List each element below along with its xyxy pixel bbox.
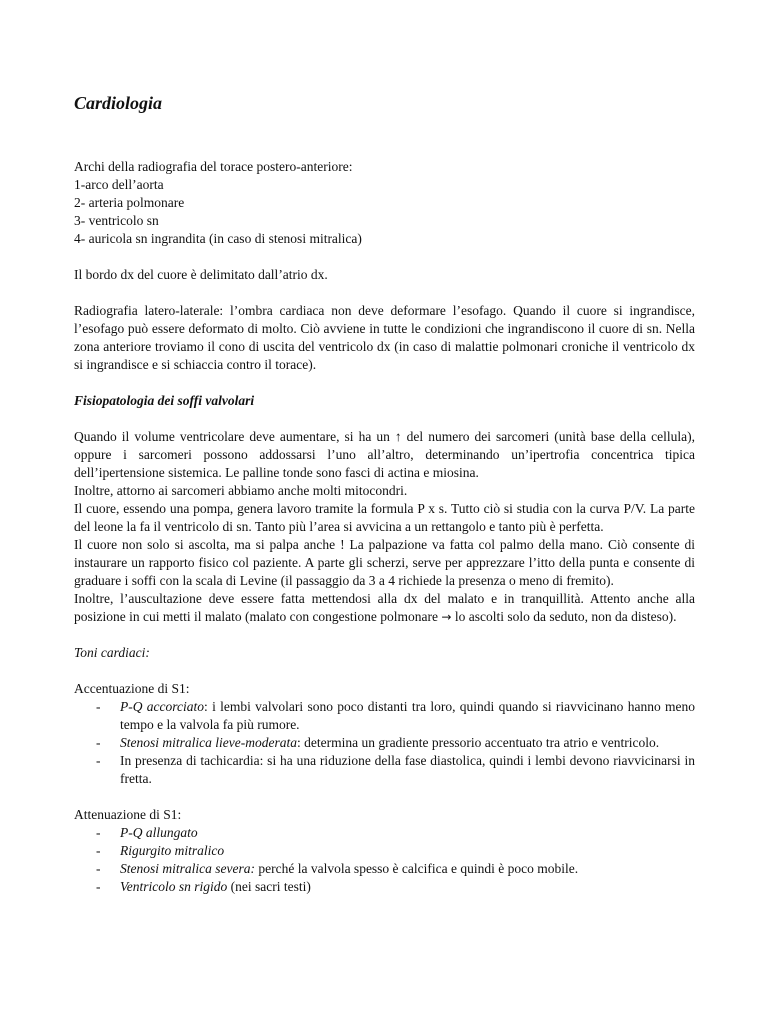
physio-paragraph — [74, 590, 695, 626]
accentuazione-list — [74, 698, 695, 788]
toni-heading: Toni cardiaci: — [74, 645, 150, 660]
list-item-term: Ventricolo sn rigido — [120, 879, 228, 894]
list-item-term: P-Q accorciato — [120, 699, 205, 714]
list-item-text: (nei sacri testi) — [227, 879, 311, 894]
physio-text: lo ascolti solo da seduto, non da disteso). — [451, 609, 677, 624]
physio-paragraph — [74, 428, 695, 482]
border-paragraph: Il bordo dx del cuore è delimitato dall’atrio dx. — [74, 267, 328, 282]
list-item-text: perché la valvola spesso è calcifica e quindi è poco mobile. — [254, 861, 579, 876]
list-item — [74, 734, 695, 752]
list-item — [74, 752, 695, 788]
dash-bullet: - — [96, 753, 101, 768]
attenuazione-heading: Attenuazione di S1: — [74, 807, 182, 822]
list-item — [74, 878, 695, 896]
lateral-paragraph: Radiografia latero-laterale: l’ombra cardiaca non deve deformare l’esofago. Quando il cuore si ingrandisce, l’esofago può essere deformato di molto. Ciò avviene in tutte le condizioni che ingrandiscono il cuore di sn. Nella zona anteriore troviamo il cono di uscita del ventricolo dx (in caso di malattie polmonari croniche il ventricolo dx si ingrandisce e si schiaccia contro il torace). — [74, 303, 695, 372]
dash-bullet: - — [96, 735, 101, 750]
right-arrow-icon: → — [441, 610, 452, 624]
list-item-text: : determina un gradiente pressorio accentuato tra atrio e ventricolo. — [296, 735, 660, 750]
dash-bullet: - — [96, 843, 101, 858]
physio-text: Inoltre, l’auscultazione deve essere fatta mettendosi alla dx del malato e in tranquillità. Attento anche alla posizione in cui metti il malato (malato con congestione polmonare — [74, 591, 695, 624]
list-item-term: P-Q allungato — [120, 825, 198, 840]
physio-paragraph: Il cuore, essendo una pompa, genera lavoro tramite la formula P x s. Tutto ciò si studia con la curva P/V. La parte del leone la fa il ventricolo di sn. Tanto più l’area si avvicina a un rettangolo e tanto più è perfetta. — [74, 501, 695, 534]
physio-paragraph: Inoltre, attorno ai sarcomeri abbiamo anche molti mitocondri. — [74, 483, 408, 498]
list-item-term: Stenosi mitralica severa: — [120, 861, 255, 876]
physio-text: Quando il volume ventricolare deve aumentare, si ha un — [74, 429, 395, 444]
arch-item: 2- arteria polmonare — [74, 195, 185, 210]
list-item-text: In presenza di tachicardia: si ha una riduzione della fase diastolica, quindi i lembi devono riavvicinarsi in fretta. — [120, 753, 695, 786]
list-item — [74, 824, 695, 842]
list-item — [74, 860, 695, 878]
list-item — [74, 842, 695, 860]
physio-text: del numero dei sarcomeri (unità base della cellula), oppure i sarcomeri possono addossarsi l’uno all’altro, determinando un’ipertrofia concentrica tipica dell’ipertensione sistemica. Le palline tonde sono fasci di actina e miosina. — [74, 429, 695, 480]
dash-bullet: - — [96, 861, 101, 876]
arch-item: 4- auricola sn ingrandita (in caso di stenosi mitralica) — [74, 231, 362, 246]
document-title: Cardiologia — [74, 93, 163, 113]
list-item-text: : i lembi valvolari sono poco distanti tra loro, quindi quando si riavvicinano hanno meno tempo e la valvola fa più rumore. — [120, 699, 695, 732]
physio-paragraph: Il cuore non solo si ascolta, ma si palpa anche ! La palpazione va fatta col palmo della mano. Ciò consente di instaurare un rapporto fisico col paziente. A parte gli scherzi, serve per apprezzare l’itto della punta e consente di graduare i soffi con la scala di Levine (il passaggio da 3 a 4 richiede la presenza o meno di fremito). — [74, 537, 695, 588]
arch-item: 1-arco dell’aorta — [74, 177, 164, 192]
arches-intro: Archi della radiografia del torace postero-anteriore: — [74, 159, 353, 174]
attenuazione-list — [74, 824, 695, 896]
list-item — [74, 698, 695, 734]
up-arrow-icon: ↑ — [394, 429, 402, 444]
dash-bullet: - — [96, 699, 101, 714]
accentuazione-heading: Accentuazione di S1: — [74, 681, 190, 696]
dash-bullet: - — [96, 825, 101, 840]
list-item-term: Rigurgito mitralico — [120, 843, 225, 858]
list-item-term: Stenosi mitralica lieve-moderata — [120, 735, 297, 750]
arches-section — [74, 158, 695, 248]
arch-item: 3- ventricolo sn — [74, 213, 159, 228]
dash-bullet: - — [96, 879, 101, 894]
section-heading-physiopathology: Fisiopatologia dei soffi valvolari — [74, 393, 255, 408]
